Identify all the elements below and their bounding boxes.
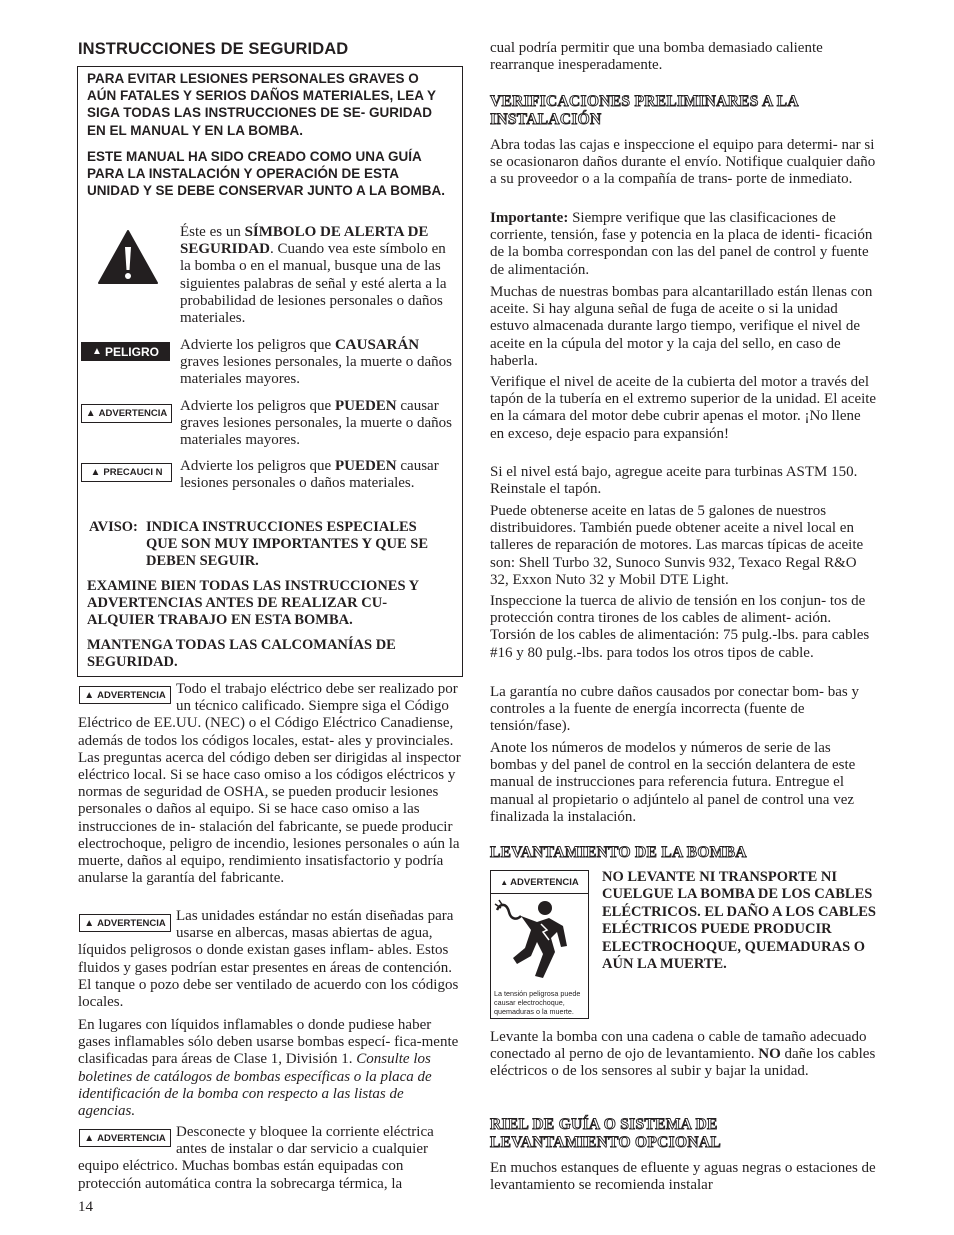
peligro-text	[180, 337, 452, 389]
decal-triangle-icon: ▲	[500, 877, 509, 887]
safety-alert-triangle-icon	[97, 229, 159, 286]
precaucion-text-c: causar lesiones personales o daños materiales.	[180, 458, 439, 492]
heading-preliminary-checks: VERIFICACIONES PRELIMINARES A LA INSTALACIÓN	[490, 93, 799, 128]
paragraph-oil-filled: Muchas de nuestras bombas para alcantarillado están llenas con aceite. Si hay alguna señal de fuga de aceite o si la unidad estuvo almacenada durante largo tiempo, verifique el nivel de aceite en la cúpula del motor y la caja del sello, en caso de haberla.	[490, 284, 873, 369]
safety-box	[77, 66, 463, 677]
section-title: INSTRUCCIONES DE SEGURIDAD	[78, 40, 349, 58]
peligro-label	[81, 342, 170, 361]
peligro-text-a: Advierte los peligros que	[180, 337, 335, 353]
advertencia-label	[81, 404, 172, 423]
mantenga-text: MANTENGA TODAS LAS CALCOMANÍAS DE SEGURIDAD.	[87, 637, 396, 671]
precaucion-text	[180, 458, 452, 492]
paragraph-flammable-italic: Consulte los boletines de catálogos de bombas específicas o la placa de identificación de la bomba con respecto a las listas de agencias.	[78, 1051, 432, 1120]
advertencia-label-2-text: ADVERTENCIA	[97, 917, 166, 929]
paragraph-standard-units	[78, 908, 464, 1011]
peligro-text-c: graves lesiones personales, la muerte o daños materiales mayores.	[180, 354, 452, 388]
paragraph-low-level: Si el nivel está bajo, agregue aceite para turbinas ASTM 150. Reinstale el tapón.	[490, 464, 858, 498]
important-text: Siempre verifique que las clasificaciones de corriente, tensión, fase y potencia en la placa de identi- ficación de la bomba correspondan con las del panel de control y fuente de alimentación.	[490, 210, 873, 278]
alert-symbol-text	[180, 224, 452, 327]
paragraph-oil-level: Verifique el nivel de aceite de la cubierta del motor a través del tapón de la tubería en el extremo superior de la unidad. El aceite en la cámara del motor debe cubrir apenas el motor. ¡No llene en exceso, deje espacio para expansión!	[490, 374, 877, 442]
warning-triangle-icon: ▲	[84, 917, 95, 929]
paragraph-flammable-text: En lugares con líquidos inflamables o donde pudiese haber gases inflamables sólo deben usarse bombas especí- fica-mente clasificadas para áreas de Clase 1, División 1.	[78, 1017, 459, 1068]
alert-symbol-text-b: SÍMBOLO DE ALERTA DE SEGURIDAD	[180, 224, 429, 258]
peligro-triangle-icon: ▲	[92, 346, 102, 357]
precaucion-triangle-icon: ▲	[90, 467, 101, 478]
lift-pump-text-b: NO	[758, 1046, 781, 1063]
lift-pump-text-c: dañe los cables eléctricos o de los sensores al subir y bajar la unidad.	[490, 1046, 876, 1080]
paragraph-disconnect-text: Desconecte y bloquee la corriente eléctrica antes de instalar o dar servicio a cualquier equipo eléctrico. Muchas bombas están equipadas con protección automática contra la sobrecarga térmica, la	[78, 1124, 434, 1192]
paragraph-warranty: La garantía no cubre daños causados por conectar bom- bas y controles a la fuente de energía incorrecta (fuente de tensión/fase).	[490, 684, 860, 735]
advertencia-label-3-text: ADVERTENCIA	[97, 1132, 166, 1144]
box-intro-2: ESTE MANUAL HA SIDO CREADO COMO UNA GUÍA PARA LA INSTALACIÓN Y OPERACIÓN DE ESTA UNIDAD Y SE DEBE CONSERVAR JUNTO A LA BOMBA.	[87, 149, 446, 199]
lifting-warning-text: NO LEVANTE NI TRANSPORTE NI CUELGUE LA BOMBA DE LOS CABLES ELÉCTRICOS. EL DAÑO A LOS CABLES ELÉCTRICOS PUEDE PRODUCIR ELECTROCHOQUE, QUEMADURAS O AÚN LA MUERTE.	[602, 869, 876, 973]
alert-symbol-text-c: . Cuando vea este símbolo en la bomba o en el manual, busque una de las siguientes palabras de señal y esté alerta a la probabilidad de lesiones personales o daños materiales.	[180, 241, 447, 327]
page-number: 14	[78, 1199, 93, 1215]
paragraph-standard-units-text: Las unidades estándar no están diseñadas para usarse en albercas, masas abiertas de agua, líquidos peligrosos o donde existan gases inflam- ables. Estos fluidos y gases podrían estar presentes en áreas de contención. El tanque o pozo debe ser ventilado de acuerdo con los códigos locales.	[78, 908, 459, 1011]
advertencia-text	[180, 398, 452, 450]
peligro-label-text: PELIGRO	[104, 344, 159, 359]
paragraph-inspect-boxes: Abra todas las cajas e inspeccione el equipo para determi- nar si se ocasionaron daños durante el envío. Notifique cualquier daño a su proveedor o a la compañía de trans- porte de inmediato.	[490, 137, 876, 188]
paragraph-strain-relief: Inspeccione la tuerca de alivio de tensión en los conjun- tos de protección contra tirones de los cables de aliment- ación. Torsión de los cables de alimentación: 75 pulg.-lbs. para cables #16 y 80 pulg.-lbs. para todos los otros tipos de cable.	[490, 593, 870, 661]
precaucion-label	[81, 463, 172, 482]
decal-header	[491, 871, 588, 894]
decal-header-text: ADVERTENCIA	[510, 876, 579, 888]
paragraph-guide-rail: En muchos estanques de efluente y aguas negras o estaciones de levantamiento se recomienda instalar	[490, 1160, 876, 1194]
advertencia-text-b: PUEDEN	[334, 398, 397, 414]
advertencia-label-text: ADVERTENCIA	[98, 408, 168, 419]
warning-triangle-icon: ▲	[84, 1132, 95, 1144]
advertencia-text-c: causar graves lesiones personales, la muerte o daños materiales mayores.	[180, 398, 452, 449]
paragraph-important	[490, 210, 878, 279]
advertencia-triangle-icon: ▲	[85, 408, 96, 419]
alert-symbol-text-a: Éste es un	[180, 224, 245, 240]
lift-pump-text-a: Levante la bomba con una cadena o cable de tamaño adecuado conectado al perno de ojo de levantamiento.	[490, 1029, 867, 1063]
continuation-text: cual podría permitir que una bomba demasiado caliente rearranque inesperadamente.	[490, 40, 823, 74]
paragraph-record-numbers: Anote los números de modelos y números de serie de las bombas y del panel de control en la sección delantera de este manual de instrucciones para referencia futura. Entregue el manual al propietario o adjúntelo al panel de control una vez finalizada la instalación.	[490, 740, 856, 825]
advertencia-label-1-text: ADVERTENCIA	[97, 689, 166, 701]
box-intro-1: PARA EVITAR LESIONES PERSONALES GRAVES O AÚN FATALES Y SERIOS DAÑOS MATERIALES, LEA Y SIGA TODAS LAS INSTRUCCIONES DE SE- GURIDAD EN EL MANUAL Y EN LA BOMBA.	[87, 71, 436, 138]
advertencia-text-a: Advierte los peligros que	[180, 398, 335, 414]
paragraph-electrical-work	[78, 681, 464, 887]
paragraph-oil-cans: Puede obtenerse aceite en latas de 5 galones de nuestros distribuidores. También puede obtener aceite a nivel local en talleres de reparación de motores. Las marcas típicas de aceite son: Shell Turbo 32, Sunoco Sunvis 932, Texaco Regal R&O 32, Exxon Nuto 32 y Mobil DTE Light.	[490, 503, 864, 588]
aviso-label: AVISO:	[89, 519, 138, 535]
paragraph-flammable	[78, 1017, 464, 1120]
electrocution-icon	[491, 894, 587, 980]
precaucion-text-a: Advierte los peligros que	[180, 458, 335, 474]
peligro-text-b: CAUSARÁN	[334, 337, 420, 353]
precaucion-text-b: PUEDEN	[334, 458, 397, 474]
heading-lifting-pump: LEVANTAMIENTO DE LA BOMBA	[490, 844, 747, 861]
electrical-hazard-decal	[490, 870, 589, 1019]
paragraph-lift-pump	[490, 1029, 878, 1081]
decal-caption: La tensión peligrosa puede causar electrochoque, quemaduras o la muerte.	[494, 989, 581, 1016]
examine-text: EXAMINE BIEN TODAS LAS INSTRUCCIONES Y ADVERTENCIAS ANTES DE REALIZAR CU- ALQUIER TRABAJO EN ESTA BOMBA.	[87, 578, 419, 629]
precaucion-label-text: PRECAUCI N	[103, 467, 163, 478]
important-label: Importante:	[490, 210, 569, 226]
heading-guide-rail: RIEL DE GUÍA O SISTEMA DE LEVANTAMIENTO OPCIONAL	[490, 1116, 721, 1151]
paragraph-electrical-work-text: Todo el trabajo eléctrico debe ser realizado por un técnico calificado. Siempre siga el Código Eléctrico de EE.UU. (NEC) o el Código Eléctrico Canadiense, además de todos los códigos locales, estat- ales y provinciales. Las preguntas acerca del código deben ser dirigidas al inspector eléctrico local. Si se hace caso omiso a los códigos eléctricos y normas de seguridad de OSHA, se pueden producir lesiones personales o daños al equipo. Si se hace caso omiso a las instrucciones de in- stalación del fabricante, se puede producir electrochoque, peligro de incendio, lesiones personales o aún la muerte, daños al equipo, rendimiento insatisfactorio y podría anularse la garantía del fabricante.	[78, 681, 461, 887]
aviso-text: INDICA INSTRUCCIONES ESPECIALES QUE SON MUY IMPORTANTES Y QUE SE DEBEN SEGUIR.	[146, 519, 428, 570]
paragraph-disconnect	[78, 1124, 464, 1193]
warning-triangle-icon: ▲	[84, 689, 95, 701]
